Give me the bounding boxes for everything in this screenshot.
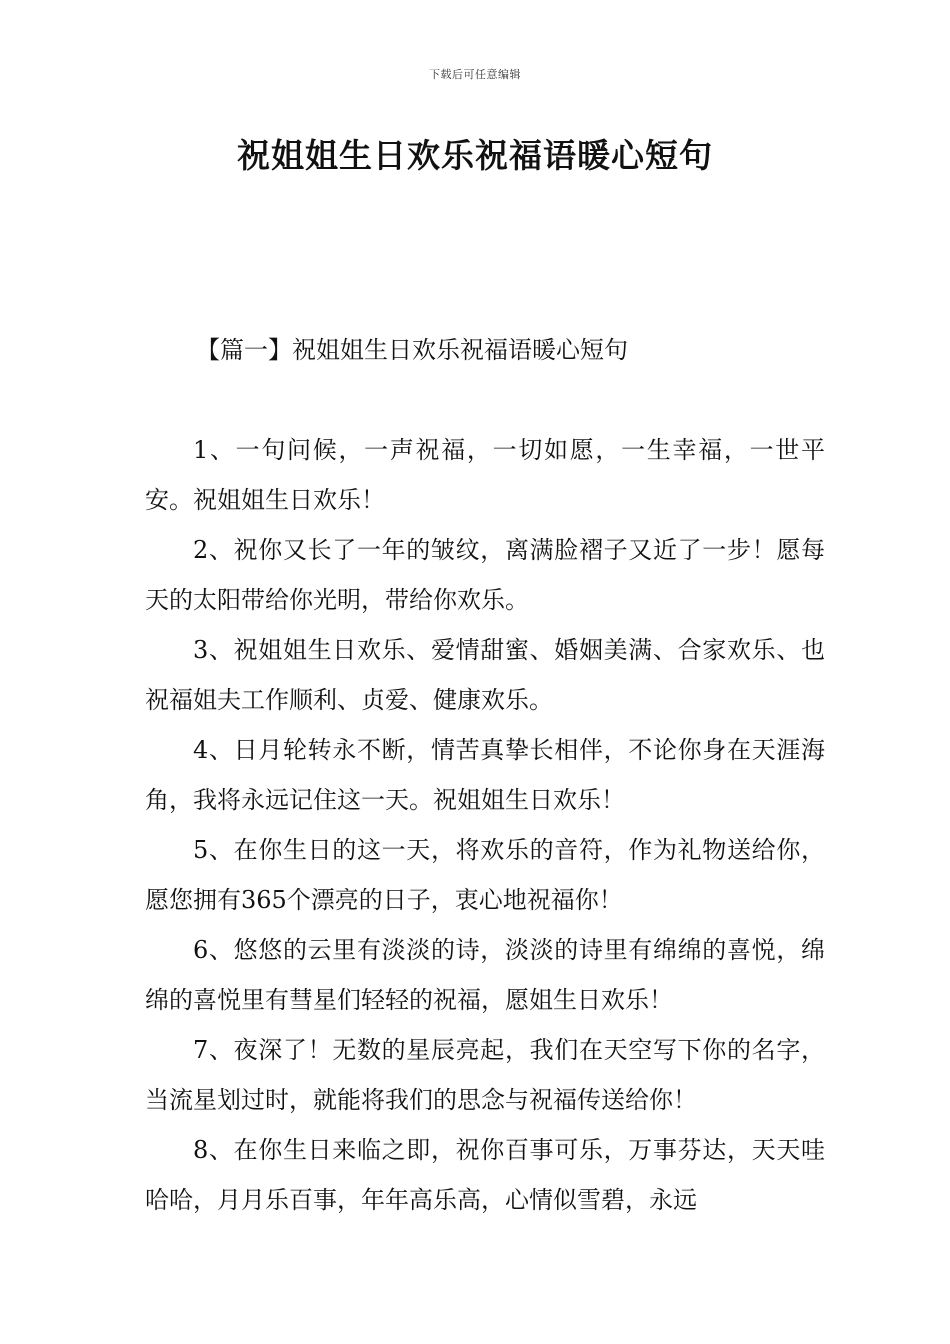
document-body [145, 425, 825, 1225]
paragraph-2: 2、祝你又长了一年的皱纹，离满脸褶子又近了一步！愿每天的太阳带给你光明，带给你欢乐。 [145, 536, 825, 614]
paragraph-5: 5、在你生日的这一天，将欢乐的音符，作为礼物送给你，愿您拥有365个漂亮的日子，衷心地祝福你！ [145, 836, 825, 914]
paragraph-7: 7、夜深了！无数的星辰亮起，我们在天空写下你的名字，当流星划过时，就能将我们的思念与祝福传送给你！ [145, 1036, 825, 1114]
paragraph-6: 6、悠悠的云里有淡淡的诗，淡淡的诗里有绵绵的喜悦，绵绵的喜悦里有彗星们轻轻的祝福，愿姐生日欢乐！ [145, 936, 825, 1014]
paragraph-4: 4、日月轮转永不断，情苦真挚长相伴，不论你身在天涯海角，我将永远记住这一天。祝姐姐生日欢乐！ [145, 736, 825, 814]
section-heading: 【篇一】祝姐姐生日欢乐祝福语暖心短句 [196, 336, 628, 364]
paragraph-8: 8、在你生日来临之即，祝你百事可乐，万事芬达，天天哇哈哈，月月乐百事，年年高乐高，心情似雪碧，永远 [145, 1136, 825, 1214]
paragraph-3: 3、祝姐姐生日欢乐、爱情甜蜜、婚姻美满、合家欢乐、也祝福姐夫工作顺利、贞爱、健康欢乐。 [145, 636, 825, 714]
document-title: 祝姐姐生日欢乐祝福语暖心短句 [237, 136, 713, 175]
paragraph-1: 1、一句问候，一声祝福，一切如愿，一生幸福，一世平安。祝姐姐生日欢乐！ [145, 436, 825, 514]
header-note: 下载后可任意编辑 [429, 68, 521, 81]
